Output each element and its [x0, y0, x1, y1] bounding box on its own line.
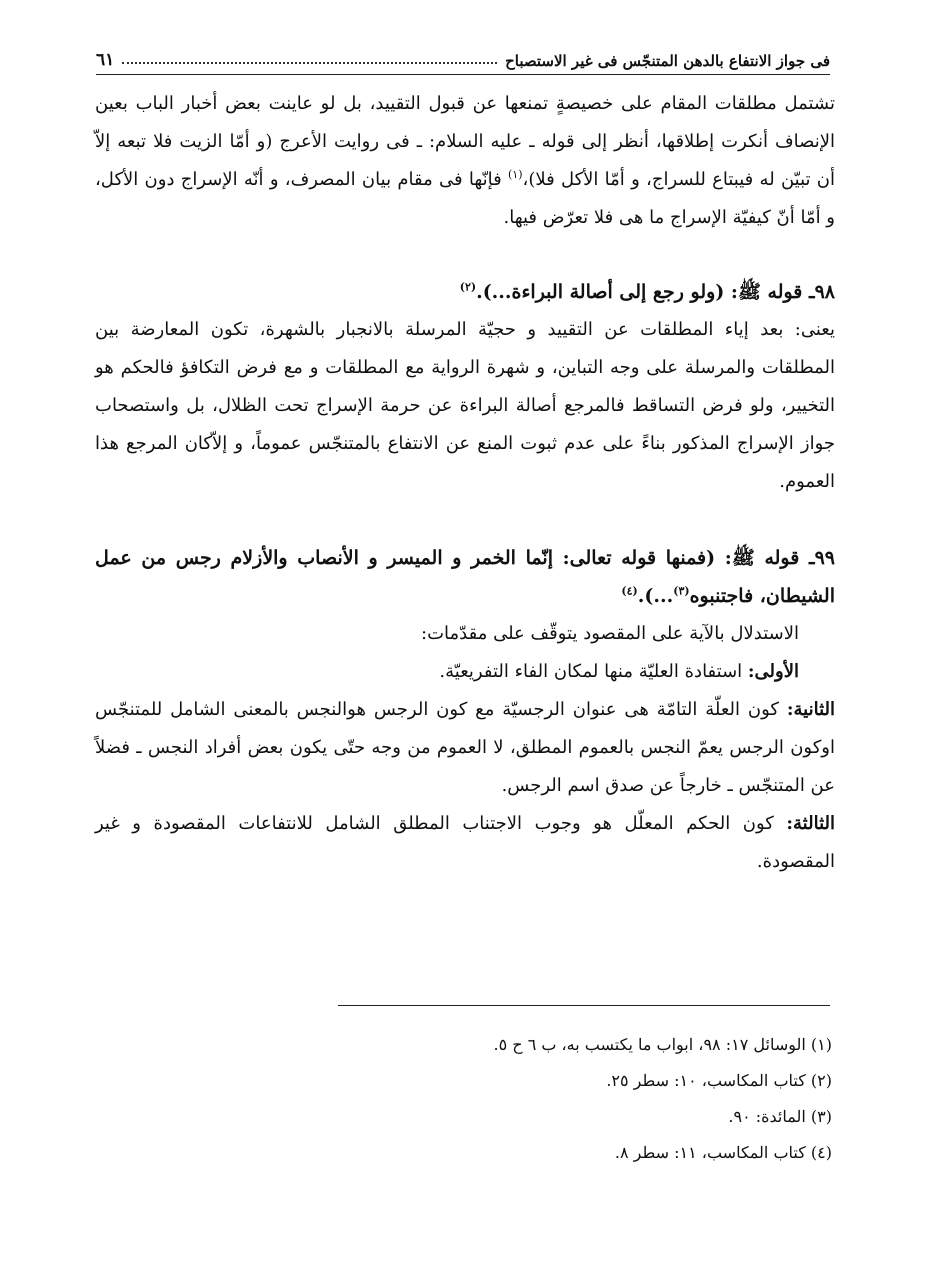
entry-98-body: یعنی: بعد إیاء المطلقات عن التقیید و حجیّة المرسلة بالانجبار بالشهرة، تکون المعارضة بین المطلقات والمرسلة علی وجه التباین، و شهرة الروایة مع المطلقات و مع فرض التکافؤ فالحکم هو التخییر، ولو فرض التساقط فالمرجع أصالة البراءة عن حرمة الإسراج تحت الظلال، بل واستصحاب جواز الإسراج المذکور بناءً علی عدم ثبوت المنع عن الانتفاع بالمتنجّس عموماً، و إلاّکان المرجع هذا العموم. [95, 319, 836, 492]
intro-text-after: فإنّها فی مقام بیان المصرف، و أنّه الإسراج دون الأکل، و أمّا أنّ کیفیّة الإسراج ما هی فلا تعرّض فیها. [95, 169, 835, 228]
footnote-ref-2: (٢) [459, 280, 477, 294]
footnote-separator [338, 1005, 830, 1006]
entry-99-title [95, 539, 835, 615]
footnote-item: (٢) کتاب المکاسب، ١٠: سطر ٢٥. [606, 1071, 832, 1090]
footnote-ref-4: (٤) [621, 584, 638, 598]
section-gap [95, 237, 835, 273]
entry-98-title [95, 273, 835, 311]
page-number: ٦١ [96, 50, 115, 70]
premise-third-label: الثالثة: [786, 813, 835, 834]
footnote-ref-1: (١) [508, 168, 523, 181]
intro-text: تشتمل مطلقات المقام علی خصیصةٍ تمنعها عن قبول التقیید، بل لو عاینت بعض أخبار الباب بعین الإنصاف أنکرت إطلاقها، أنظر إلی قوله ـ علیه السلام: ـ فی روایت الأعرج (و أمّا الزیت فلا تبعه إلاّ أن تبیّن له فیبتاع للسراج، و أمّا الأکل فلا)، [95, 93, 835, 190]
header-title: فی جواز الانتفاع بالدهن المتنجّس فی غیر الاستصباح [505, 52, 830, 70]
premise-first-label: الأولی: [747, 661, 799, 682]
intro-paragraph [95, 85, 835, 237]
entry-99-title-text: ٩٩ـ قوله ﷺ: (فمنها قوله تعالی: إنّما الخمر و المیسر و الأنصاب والأزلام رجس من عمل الشیطان، فاجتنبوه [95, 547, 835, 607]
premise-third-text: کون الحکم المعلّل هو وجوب الاجتناب المطلق الشامل للانتفاعات المقصودة و غیر المقصودة. [95, 813, 835, 872]
footnotes [300, 1027, 832, 1171]
footnote-item: (٤) کتاب المکاسب، ١١: سطر ٨. [614, 1143, 832, 1162]
premise-first-text: استفادة العلیّة منها لمکان الفاء التفریعیّة. [439, 661, 748, 682]
main-text [95, 85, 835, 881]
entry-99-lead: الاستدلال بالآیة علی المقصود یتوقّف علی مقدّمات: [421, 623, 799, 644]
footnote-item: (٣) المائدة: ٩٠. [728, 1107, 832, 1126]
running-header [96, 34, 830, 75]
section-gap [95, 501, 835, 539]
premise-second-text: کون العلّة التامّة هی عنوان الرجسیّة مع کون الرجس هوالنجس بالمعنی الشامل للمتنجّس اوکون الرجس یعمّ النجس بالعموم المطلق، لا العموم من وجه حتّی یکون بعض أفراد النجس ـ فضلاً عن المتنجّس ـ خارجاً عن صدق اسم الرجس. [95, 699, 835, 796]
premise-second [95, 691, 835, 805]
footnote-ref-3: (٣) [673, 584, 690, 598]
entry-99-title-end: ...). [637, 585, 674, 607]
footnote-item: (١) الوسائل ١٧: ٩٨، ابواب ما یکتسب به، ب ٦ ح ٥. [493, 1035, 832, 1054]
premise-first [95, 653, 835, 691]
header-dot-leader [122, 62, 497, 64]
premise-third [95, 805, 835, 881]
entry-98-title-text: ٩٨ـ قوله ﷺ: (ولو رجع إلی أصالة البراءة...). [476, 281, 835, 303]
premise-second-label: الثانیة: [786, 699, 835, 720]
